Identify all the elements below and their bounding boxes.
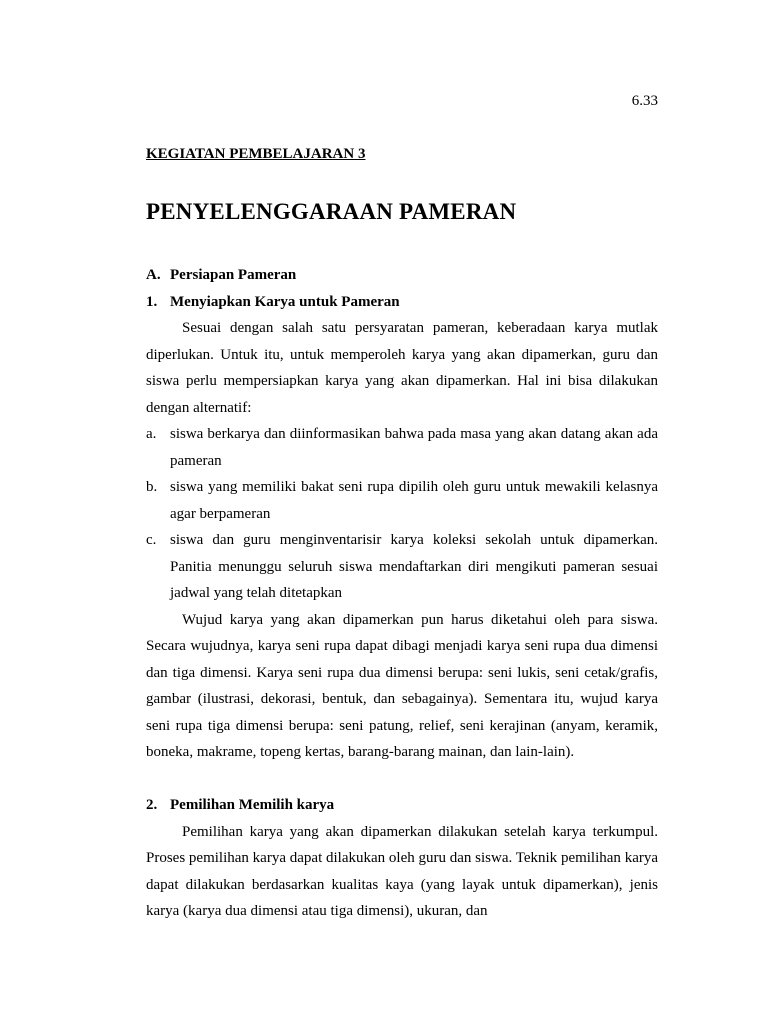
subsection-2-heading bbox=[146, 792, 658, 819]
subsection-2-title: Pemilihan Memilih karya bbox=[170, 797, 335, 813]
subsection-2-marker: 2. bbox=[146, 797, 158, 813]
section-a-marker: A. bbox=[146, 267, 161, 283]
selection-paragraph: Pemilihan karya yang akan dipamerkan dilakukan setelah karya terkumpul. Proses pemilihan karya dapat dilakukan oleh guru dan siswa. Teknik pemilihan karya dapat dilakukan berdasarkan kualitas kaya (yang layak untuk dipamerkan), jenis karya (karya dua dimensi atau tiga dimensi), ukuran, dan bbox=[146, 823, 658, 919]
activity-title: KEGIATAN PEMBELAJARAN 3 bbox=[146, 146, 366, 162]
subsection-1-marker: 1. bbox=[146, 293, 158, 310]
list-item bbox=[146, 421, 658, 474]
subsection-1-heading bbox=[146, 289, 658, 316]
list-item bbox=[146, 527, 658, 607]
intro-paragraph: Sesuai dengan salah satu persyaratan pameran, keberadaan karya mutlak diperlukan. Untuk itu, untuk memperoleh karya yang akan dipamerkan, guru dan siswa perlu mempersiapkan karya yang akan dipamerkan. Hal ini bisa dilakukan dengan alternatif: bbox=[146, 320, 658, 416]
list-item-text: siswa yang memiliki bakat seni rupa dipilih oleh guru untuk mewakili kelasnya agar berpameran bbox=[170, 479, 658, 522]
wujud-paragraph: Wujud karya yang akan dipamerkan pun harus diketahui oleh para siswa. Secara wujudnya, karya seni rupa dapat dibagi menjadi karya seni rupa dua dimensi dan tiga dimensi. Karya seni rupa dua dimensi berupa: seni lukis, seni cetak/grafis, gambar (ilustrasi, dekorasi, bentuk, dan sebagainya). Sementara itu, wujud karya seni rupa tiga dimensi berupa: seni patung, relief, seni kerajinan (anyam, keramik, boneka, makrame, topeng kertas, barang-barang mainan, dan lain-lain). bbox=[146, 611, 658, 760]
subsection-1-title: Menyiapkan Karya untuk Pameran bbox=[170, 293, 400, 310]
list-item-text: siswa berkarya dan diinformasikan bahwa pada masa yang akan datang akan ada pameran bbox=[170, 426, 658, 469]
page-number: 6.33 bbox=[631, 93, 658, 109]
document-body bbox=[146, 262, 658, 925]
main-title: PENYELENGGARAAN PAMERAN bbox=[146, 199, 517, 224]
list-item-marker: b. bbox=[146, 479, 158, 495]
section-a-heading bbox=[146, 262, 658, 289]
list-item-marker: c. bbox=[146, 532, 157, 548]
list-item-text: siswa dan guru menginventarisir karya koleksi sekolah untuk dipamerkan. Panitia menunggu seluruh siswa mendaftarkan diri mengikuti pameran sesuai jadwal yang telah ditetapkan bbox=[170, 532, 658, 601]
section-spacer bbox=[146, 766, 658, 793]
list-item bbox=[146, 474, 658, 527]
section-a-title: Persiapan Pameran bbox=[170, 267, 297, 283]
list-item-marker: a. bbox=[146, 426, 157, 442]
